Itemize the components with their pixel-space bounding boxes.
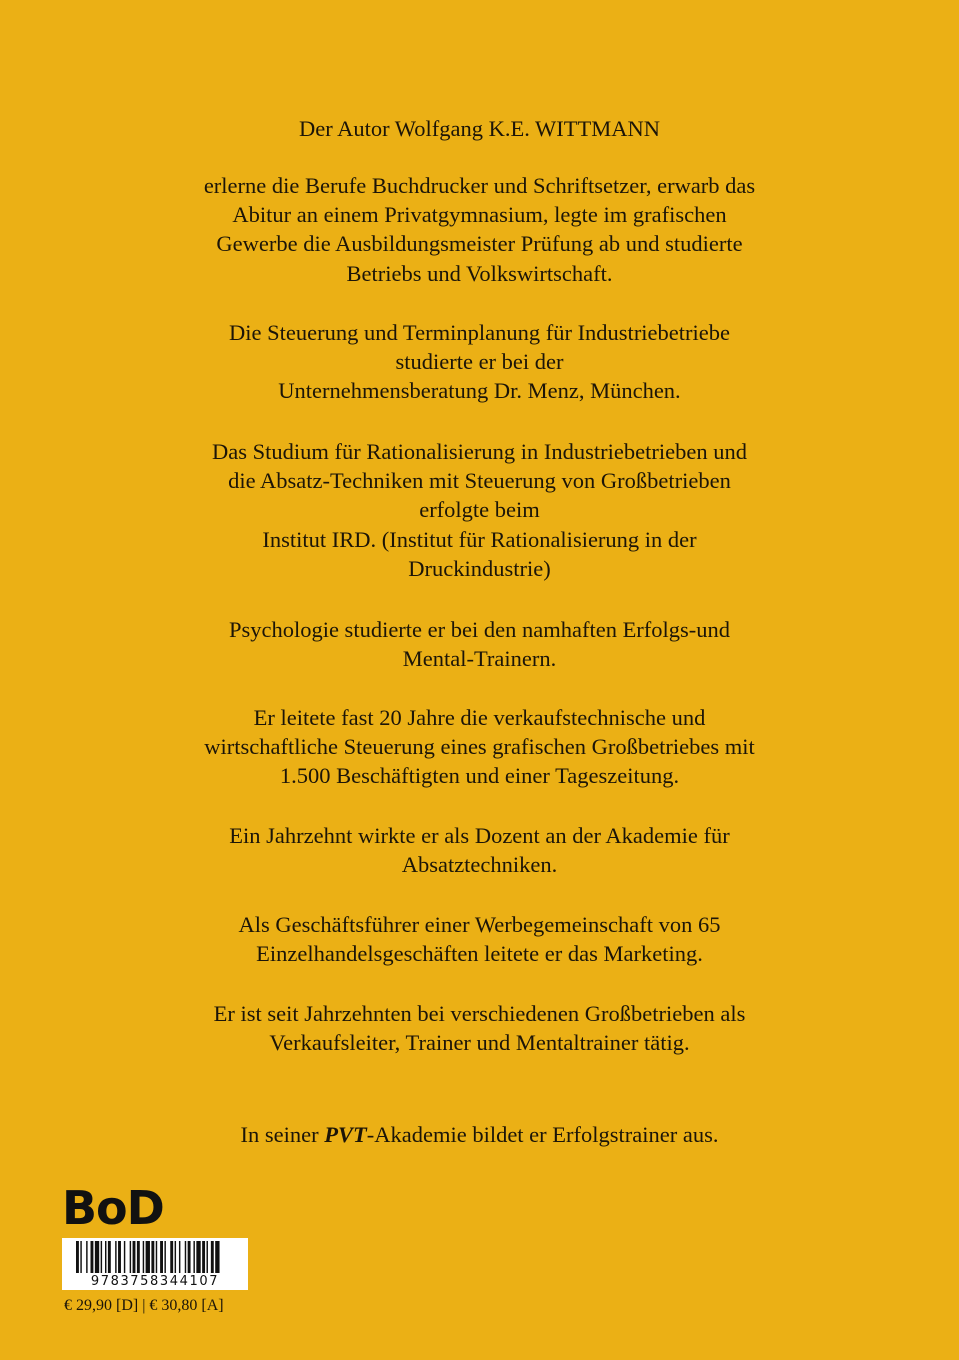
bio-text: -Akademie bildet er Erfolgstrainer aus. bbox=[366, 1122, 719, 1147]
barcode-bar bbox=[146, 1241, 150, 1273]
bio-paragraph-3 bbox=[0, 318, 959, 406]
barcode-bar bbox=[193, 1241, 194, 1273]
bio-line: Einzelhandelsgeschäften leitete er das Marketing. bbox=[256, 941, 703, 967]
bio-line: Verkaufsleiter, Trainer und Mentaltrainer tätig. bbox=[269, 1030, 690, 1056]
bio-line: Gewerbe die Ausbildungsmeister Prüfung ab und studierte bbox=[216, 231, 743, 257]
barcode-bar bbox=[202, 1241, 205, 1273]
barcode-bar bbox=[196, 1241, 200, 1273]
bio-line: Institut IRD. (Institut für Rationalisierung in der bbox=[262, 526, 697, 552]
bio-paragraph-6 bbox=[0, 703, 959, 791]
barcode-bar bbox=[188, 1241, 191, 1273]
barcode-bar bbox=[185, 1241, 186, 1273]
bio-line: Ein Jahrzehnt wirkte er als Dozent an der Akademie für bbox=[229, 823, 730, 848]
bio-paragraph-8 bbox=[0, 910, 959, 968]
bio-line: Mental-Trainern. bbox=[402, 646, 557, 672]
barcode-bar bbox=[211, 1241, 214, 1273]
bio-paragraph-1 bbox=[0, 114, 959, 143]
bio-line: erlerne die Berufe Buchdrucker und Schriftsetzer, erwarb das bbox=[203, 173, 756, 198]
bio-text: In seiner bbox=[240, 1122, 325, 1147]
barcode-bar bbox=[207, 1241, 208, 1273]
bio-line: Druckindustrie) bbox=[408, 555, 551, 581]
bio-line: Betriebs und Volkswirtschaft. bbox=[346, 260, 613, 286]
bio-line: Der Autor Wolfgang K.E. WITTMANN bbox=[298, 116, 661, 141]
barcode-bar bbox=[101, 1241, 102, 1273]
bio-line bbox=[0, 1120, 959, 1149]
barcode-bar bbox=[179, 1241, 180, 1273]
bio-paragraph-7 bbox=[0, 821, 959, 879]
bio-line: Unternehmensberatung Dr. Menz, München. bbox=[278, 378, 681, 404]
barcode-bar bbox=[105, 1241, 106, 1273]
barcode-bar bbox=[215, 1241, 219, 1273]
bio-line: die Absatz-Techniken mit Steuerung von Großbetrieben bbox=[228, 468, 731, 494]
bio-line: Er leitete fast 20 Jahre die verkaufstechnische und bbox=[253, 705, 706, 730]
barcode-bar bbox=[151, 1241, 154, 1273]
barcode-bar bbox=[86, 1241, 87, 1273]
barcode-bar bbox=[160, 1241, 163, 1273]
bio-line: Psychologie studierte er bei den namhaften Erfolgs-und bbox=[228, 617, 731, 642]
price-label: € 29,90 [D] | € 30,80 [A] bbox=[64, 1297, 224, 1314]
bio-line: 1.500 Beschäftigten und einer Tageszeitung. bbox=[279, 763, 680, 789]
publisher-logo: BoD bbox=[62, 1181, 164, 1235]
bio-line: Absatztechniken. bbox=[401, 852, 558, 878]
bio-line: Die Steuerung und Terminplanung für Industriebetriebe bbox=[229, 320, 730, 345]
barcode-bar bbox=[156, 1241, 157, 1273]
bio-line: Das Studium für Rationalisierung in Industriebetrieben und bbox=[212, 439, 747, 464]
barcode-bar bbox=[118, 1241, 121, 1273]
barcode-bar bbox=[108, 1241, 111, 1273]
barcode bbox=[62, 1238, 248, 1290]
bio-paragraph-10 bbox=[0, 1120, 959, 1149]
bio-line: Abitur an einem Privatgymnasium, legte im grafischen bbox=[232, 202, 727, 228]
barcode-bar bbox=[76, 1241, 79, 1273]
bio-line: Als Geschäftsführer einer Werbegemeinschaft von 65 bbox=[238, 912, 721, 937]
isbn-number: 9783758344107 bbox=[90, 1274, 220, 1289]
barcode-bar bbox=[133, 1241, 136, 1273]
bio-paragraph-9 bbox=[0, 999, 959, 1057]
bio-paragraph-2 bbox=[0, 171, 959, 288]
bio-line: erfolgte beim bbox=[419, 497, 540, 523]
pvt-emphasis: PVT bbox=[324, 1122, 367, 1147]
bio-line: wirtschaftliche Steuerung eines grafischen Großbetriebes mit bbox=[204, 734, 755, 760]
barcode-bar bbox=[80, 1241, 81, 1273]
barcode-bar bbox=[170, 1241, 173, 1273]
barcode-bar bbox=[175, 1241, 176, 1273]
barcode-bar bbox=[130, 1241, 131, 1273]
barcode-bar bbox=[124, 1241, 125, 1273]
barcode-bar bbox=[164, 1241, 165, 1273]
barcode-bar bbox=[115, 1241, 116, 1273]
barcode-bar bbox=[137, 1241, 140, 1273]
bio-paragraph-4 bbox=[0, 437, 959, 583]
bio-line: Er ist seit Jahrzehnten bei verschiedenen Großbetrieben als bbox=[213, 1001, 746, 1026]
barcode-bar bbox=[95, 1241, 99, 1273]
bio-paragraph-5 bbox=[0, 615, 959, 673]
bio-line: studierte er bei der bbox=[395, 349, 564, 375]
barcode-bar bbox=[91, 1241, 94, 1273]
barcode-bar bbox=[143, 1241, 144, 1273]
